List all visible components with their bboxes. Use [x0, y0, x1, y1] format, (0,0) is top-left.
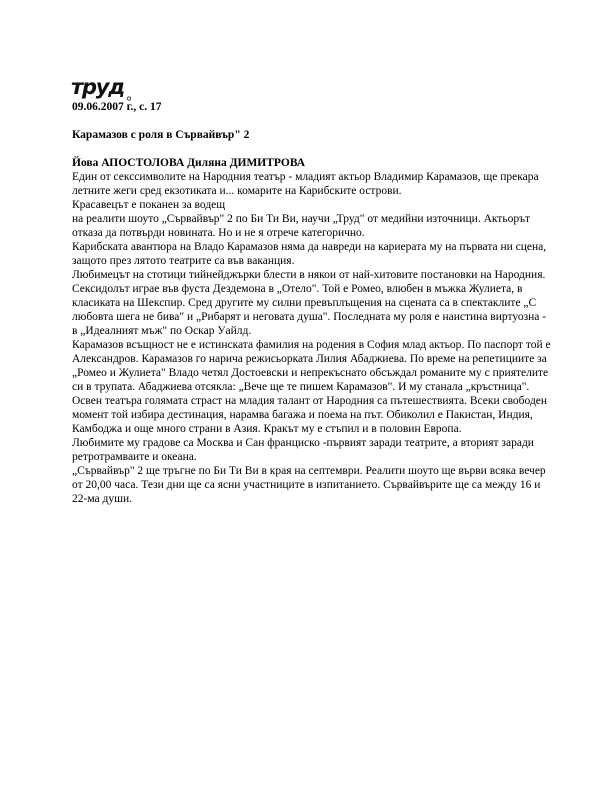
article-headline: Карамазов с роля в Сървайвър" 2 — [72, 129, 250, 141]
article-paragraph: Освен театъра голямата страст на младия талант от Народния са пътешествията. Всеки свободен момент той избира дестинация, нарамва багажа и поема на път. Обиколил е Пакистан, Индия, Камбоджа и още много страни в Азия. Кракът му е стъпил и в половин Европа. — [72, 395, 548, 435]
trud-logo — [71, 74, 133, 102]
logo-text: труд — [71, 75, 125, 99]
publication-date: 09.06.2007 г., с. 17 — [72, 101, 162, 113]
article-authors: Йова АПОСТОЛОВА Диляна ДИМИТРОВА — [72, 157, 306, 169]
article-paragraph: на реалити шоуто „Сървайвър" 2 по Би Ти Ви, научи „Труд" от медийни източници. Актьорът отказа да потвърди новината. Но и не я отрече категорично. — [72, 213, 531, 239]
article-paragraph: Красавецът е поканен за водещ — [72, 199, 226, 211]
article-paragraph: Карибската авантюра на Владо Карамазов няма да навреди на кариерата му на първата ни сцена, защото през лятото театрите са във ваканция. — [72, 241, 547, 267]
article-paragraph: Любимите му градове са Москва и Сан франциско -първият заради театрите, а вторият заради ретротрамваите и океана. — [72, 437, 534, 463]
article-body — [72, 170, 552, 506]
article-paragraph: Един от секссимволите на Народния театър - младият актьор Владимир Карамазов, ще прекара летните жеги сред екзотиката и... комарите на Карибските острови. — [72, 171, 539, 197]
article-paragraph: Любимецът на стотици тийнейджърки блести в някои от най-хитовите постановки на Народния. Сексидолът играе във фуста Дездемона в „Отело". Той е Ромео, влюбен в мъжка Жулиета, в класиката на Шекспир. Сред другите му силни превъплъщения на сцената са в спектаклите „С любовта шега не бива" и „Рибарят и неговата душа". Последната му роля е наистина виртуозна - в „Идеалният мъж" по Оскар Уайлд. — [72, 269, 547, 337]
article-page — [72, 74, 552, 506]
article-paragraph: Карамазов всъщност не е истинската фамилия на родения в София млад актьор. По паспорт той е Александров. Карамазов го нарича режисьорката Лилия Абаджиева. По време на репетициите за „Ромео и Жулиета" Владо четял Достоевски и непрекъснато обсъждал романите му с приятелите си в трупата. Абаджиева отсякла: „Вече ще те пишем Карамазов". И му станала „кръстница". — [72, 339, 551, 393]
article-paragraph: „Сървайвър" 2 ще тръгне по Би Ти Ви в края на септември. Реалити шоуто ще върви всяка вечер от 20,00 часа. Тези дни ще са ясни участниците в изпитанието. Сървайвърите ще са между 16 и 22-ма души. — [72, 465, 546, 505]
